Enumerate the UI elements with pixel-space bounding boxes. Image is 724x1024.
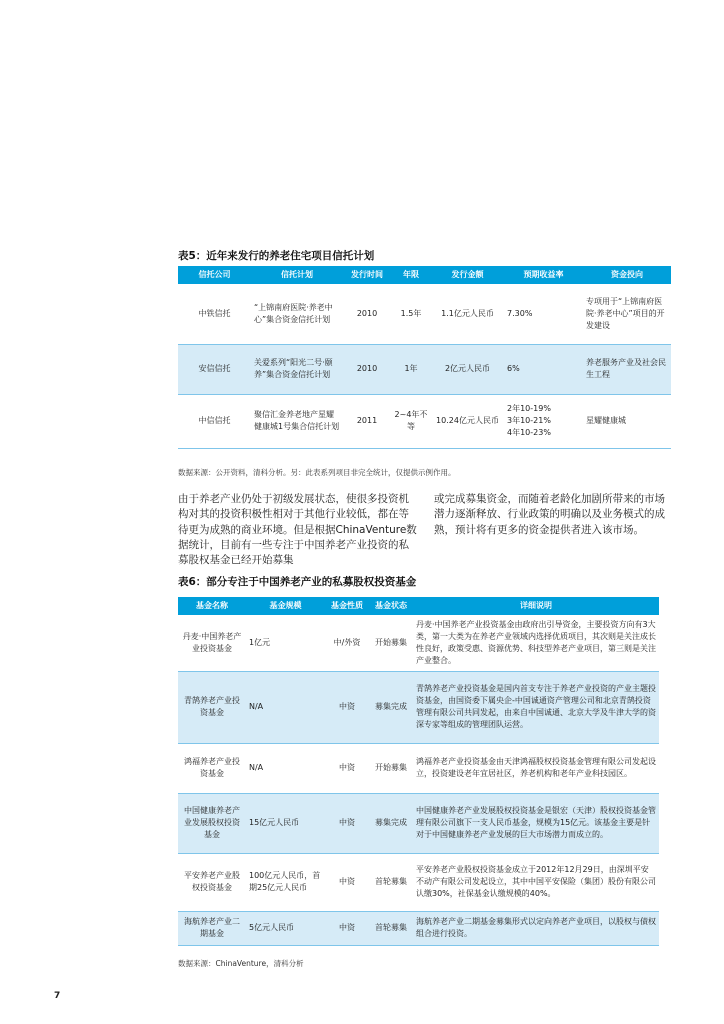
table-cell: 1.5年 — [391, 284, 431, 344]
table5-header: 信托公司 — [178, 266, 251, 284]
table6-header: 基金状态 — [369, 597, 413, 615]
table5-header: 发行时间 — [343, 266, 391, 284]
table-cell: 2011 — [343, 394, 391, 448]
table-cell: 聚信汇金养老地产星耀健康城1号集合信托计划 — [251, 394, 343, 448]
table6-source: 数据来源：ChinaVenture，清科分析 — [178, 959, 304, 968]
table-cell: 中国健康养老产业发展股权投资基金 — [178, 793, 246, 853]
table-cell: 平安养老产业股权投资基金成立于2012年12月29日，由深圳平安不动产有限公司发起设立，其中中国平安保险（集团）股份有限公司认缴30%，社保基金认缴规模的40%。 — [413, 853, 659, 911]
table-cell: 首轮募集 — [369, 911, 413, 945]
table-cell: 中资 — [325, 793, 369, 853]
table-cell: 青鹄养老产业投资基金 — [178, 671, 246, 743]
table-cell: 10.24亿元人民币 — [431, 394, 504, 448]
table5-header: 信托计划 — [251, 266, 343, 284]
table-row — [178, 911, 659, 945]
table-cell: 养老服务产业及社会民生工程 — [583, 344, 671, 394]
table-cell: 中资 — [325, 853, 369, 911]
table-cell: 鸿福养老产业投资基金 — [178, 743, 246, 793]
table-row — [178, 853, 659, 911]
table-cell: N/A — [246, 743, 325, 793]
table5-header: 发行金额 — [431, 266, 504, 284]
table-cell: 平安养老产业股权投资基金 — [178, 853, 246, 911]
table6-header: 基金名称 — [178, 597, 246, 615]
table-cell: 5亿元人民币 — [246, 911, 325, 945]
table-cell: 2亿元人民币 — [431, 344, 504, 394]
table-cell: “上锦南府医院·养老中心”集合资金信托计划 — [251, 284, 343, 344]
table-cell: 1亿元 — [246, 615, 325, 671]
table-cell: 100亿元人民币，首期25亿元人民币 — [246, 853, 325, 911]
table6-header: 详细说明 — [413, 597, 659, 615]
table5-header: 预期收益率 — [504, 266, 583, 284]
table-cell: 海航养老产业二期基金 — [178, 911, 246, 945]
table-cell: 中国健康养老产业发展股权投资基金是银宏（天津）股权投资基金管理有限公司旗下一支人民币基金，规模为15亿元。该基金主要是针对于中国健康养老产业发展的巨大市场潜力而成立的。 — [413, 793, 659, 853]
table-cell: 2年10-19% 3年10-21% 4年10-23% — [504, 394, 583, 448]
table5 — [178, 266, 671, 449]
table6-header-row — [178, 597, 659, 615]
table-cell: 中资 — [325, 911, 369, 945]
table-cell: 中信信托 — [178, 394, 251, 448]
table6-header: 基金规模 — [246, 597, 325, 615]
table-cell: 首轮募集 — [369, 853, 413, 911]
table-cell: 1年 — [391, 344, 431, 394]
table-cell: 关爱系列“阳光二号·颐养”集合资金信托计划 — [251, 344, 343, 394]
table-cell: 2~4年不等 — [391, 394, 431, 448]
table-row — [178, 743, 659, 793]
table6-title: 表6：部分专注于中国养老产业的私募股权投资基金 — [178, 576, 417, 588]
table-cell: 中资 — [325, 743, 369, 793]
table-cell: 丹麦·中国养老产业投资基金 — [178, 615, 246, 671]
table-row — [178, 671, 659, 743]
table-cell: 青鹄养老产业投资基金是国内首支专注于养老产业投资的产业主题投资基金，由国资委下属央企-中国诚通资产管理公司和北京青鹄投资管理有限公司共同发起，由来自中国诚通、北京大学及牛津大学的资深专家等组成的管理团队运营。 — [413, 671, 659, 743]
table-cell: 募集完成 — [369, 671, 413, 743]
table-cell: 1.1亿元人民币 — [431, 284, 504, 344]
table-cell: 2010 — [343, 284, 391, 344]
table5-source: 数据来源：公开资料，清科分析。另：此表系列项目非完全统计，仅提供示例作用。 — [178, 468, 456, 477]
table-cell: 丹麦·中国养老产业投资基金由政府出引导资金，主要投资方向有3大类，第一大类为在养老产业领域内选择优质项目，其次则是关注成长性良好，政策受惠、资源优势、科技型养老产业项目，第三则是关注产业整合。 — [413, 615, 659, 671]
table-cell: N/A — [246, 671, 325, 743]
table-row — [178, 793, 659, 853]
table-cell: 安信信托 — [178, 344, 251, 394]
table-cell: 募集完成 — [369, 793, 413, 853]
table6-header: 基金性质 — [325, 597, 369, 615]
page-number: 7 — [54, 991, 61, 1001]
table5-header: 资金投向 — [583, 266, 671, 284]
table5-header-row — [178, 266, 671, 284]
table-cell: 鸿福养老产业投资基金由天津鸿福股权投资基金管理有限公司发起设立，投资建设老年宜居社区，养老机构和老年产业科技园区。 — [413, 743, 659, 793]
table-cell: 15亿元人民币 — [246, 793, 325, 853]
table5-title: 表5：近年来发行的养老住宅项目信托计划 — [178, 250, 375, 262]
table-cell: 6% — [504, 344, 583, 394]
table-row — [178, 615, 659, 671]
table-cell: 中铁信托 — [178, 284, 251, 344]
table-cell: 海航养老产业二期基金募集形式以定向养老产业项目，以股权与债权组合进行投资。 — [413, 911, 659, 945]
table-row — [178, 284, 671, 344]
table5-header: 年限 — [391, 266, 431, 284]
table-row — [178, 394, 671, 448]
table-cell: 星耀健康城 — [583, 394, 671, 448]
table-cell: 中/外资 — [325, 615, 369, 671]
table-row — [178, 344, 671, 394]
table-cell: 开始募集 — [369, 743, 413, 793]
paragraph-right: 或完成募集资金，而随着老龄化加剧所带来的市场潜力逐渐释放、行业政策的明确以及业务模式的成熟，预计将有更多的资金提供者进入该市场。 — [434, 493, 665, 536]
table6 — [178, 597, 659, 946]
table-cell: 7.30% — [504, 284, 583, 344]
table-cell: 开始募集 — [369, 615, 413, 671]
table-cell: 2010 — [343, 344, 391, 394]
paragraph-left: 由于养老产业仍处于初级发展状态，使很多投资机构对其的投资积极性相对于其他行业较低，都在等待更为成熟的商业环境。但是根据ChinaVenture数据统计，目前有一些专注于中国养老产业投资的私募股权基金已经开始募集 — [178, 493, 417, 567]
table-cell: 中资 — [325, 671, 369, 743]
table-cell: 专项用于“上锦南府医院·养老中心”项目的开发建设 — [583, 284, 671, 344]
